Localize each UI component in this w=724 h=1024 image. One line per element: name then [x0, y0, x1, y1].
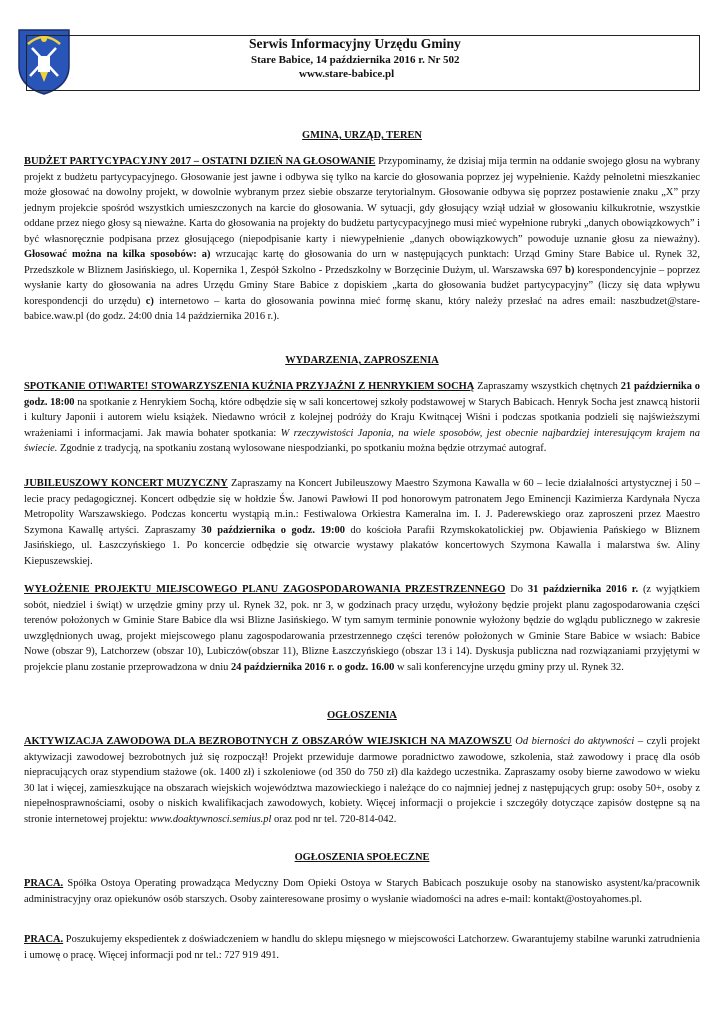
header-website[interactable]: www.stare-babice.pl [299, 68, 395, 80]
header-title: Serwis Informacyjny Urzędu Gminy [249, 36, 461, 51]
paragraph-koncert: JUBILEUSZOWY KONCERT MUZYCZNY Zapraszamy na Koncert Jubileuszowy Maestro Szymona Kawalla w 60 – lecie działalności artystycznej i 50 – lecie pracy pedagogicznej. Koncert odbędzie się w hołdzie Św. Janowi Pawłowi II pod honorowym patronatem Jego Eminencji Kazimierza Kardynała Nycza Metropolity Warszawskiego. Podczas koncertu wystąpią m.in.: Festiwalowa Orkiestra Kameralna im. I. J. Paderewskiego oraz zaproszeni przez Maestro Szymona Kawallę artyści. Zapraszamy 30 października o godz. 19:00 do kościoła Parafii Rzymskokatolickiej pw. Objawienia Pańskiego w Bliznem Jasińskiego, ul. Łaszczyńskiego 1. Po koncercie odbędzie się otwarcie wystawy plakatów koncertowych Szymona Kawalla i malarstwa św. Aliny Kiepuszewskiej. [24, 478, 700, 567]
paragraph-heading: JUBILEUSZOWY KONCERT MUZYCZNY [24, 478, 228, 489]
section-title-wydarzenia: WYDARZENIA, ZAPROSZENIA [285, 355, 439, 366]
paragraph-heading: PRACA. [24, 934, 64, 945]
paragraph-heading: AKTYWIZACJA ZAWODOWA DLA BEZROBOTNYCH Z OBSZARÓW WIEJSKICH NA MAZOWSZU [24, 736, 512, 747]
paragraph-spotkanie: SPOTKANIE OT!WARTE! STOWARZYSZENIA KUŹNIA PRZYJAŹNI Z HENRYKIEM SOCHĄ Zapraszamy wszystkich chętnych 21 października o godz. 18:00 na spotkanie z Henrykiem Sochą, które odbędzie się w sali koncertowej szkoły podstawowej w Starych Babicach. Henryk Socha jest znawcą historii i kultury Japonii i autorem wielu książek. Niedawno wrócił z kolejnej podróży do Kraju Kwitnącej Wiśni i podczas spotkania podzieli się najświeższymi wrażeniami i informacjami. Jak mawia bohater spotkania: W rzeczywistości Japonia, na wiele sposobów, jest obecnie najbardziej interesującym krajem na świecie. Zgodnie z tradycją, na spotkaniu zostaną wylosowane niespodzianki, po spotkaniu można będzie otrzymać autograf. [24, 381, 700, 454]
project-link[interactable]: www.doaktywnosci.semius.pl [150, 813, 272, 825]
paragraph-heading: SPOTKANIE OT!WARTE! STOWARZYSZENIA KUŹNIA PRZYJAŹNI Z HENRYKIEM SOCHĄ [24, 381, 475, 392]
section-title-gmina: GMINA, URZĄD, TEREN [302, 130, 422, 141]
section-title-ogloszenia: OGŁOSZENIA [327, 710, 397, 721]
paragraph-aktywizacja: AKTYWIZACJA ZAWODOWA DLA BEZROBOTNYCH Z OBSZARÓW WIEJSKICH NA MAZOWSZU Od bierności do aktywności – czyli projekt aktywizacji zawodowej bezrobotnych już się rozpoczął! Projekt przewiduje darmowe poradnictwo zawodowe, szkolenia, staż zawodowy i pracę dla osób niepracujących oraz stypendium stażowe (ok. 1400 zł) i szkoleniowe (od 350 do 750 zł) dla każdego uczestnika. Zapraszamy osoby bierne zawodowo w wieku 30 lat i więcej, zamieszkujące na obszarach wiejskich województwa mazowieckiego i należące do co najmniej jednej z następujących grup: osoby 50+, osoby z niepełnosprawnościami, osoby o niskich kwalifikacjach zawodowych, kobiety. Więcej informacji o projekcie i szczegóły dotyczące zapisów dostępne są na stronie internetowej projektu: www.doaktywnosci.semius.pl oraz pod nr tel. 720-814-042. [24, 736, 700, 825]
paragraph-heading: PRACA. [24, 878, 64, 889]
paragraph-budzet: BUDŻET PARTYCYPACYJNY 2017 – OSTATNI DZIEŃ NA GŁOSOWANIE Przypominamy, że dzisiaj mija termin na oddanie swojego głosu na wybrany projekt z budżetu partycypacyjnego. Głosowanie jest jawne i odbywa się tylko na karcie do głosowania poprzez jej wypełnienie. Każdy pełnoletni mieszkaniec może głosować na dowolny projekt, w dowolnie wybranym przez siebie obszarze terytorialnym. Głosowanie odbywa się poprzez postawienie znaku „X” przy jednym projekcie spośród wszystkich umieszczonych na karcie do głosowania. W sytuacji, gdy głosujący wziął udział w głosowaniu kilkukrotnie, wszystkie oddane przez niego głosy są nieważne. Karta do głosowania na projekty do budżetu partycypacyjnego musi mieć wypełnione rubryki „danych obowiązkowych” i być własnoręcznie podpisana przez głosującego (niepodpisanie karty i niewypełnienie „danych obowiązkowych” powoduje uznanie głosu za nieważny). Głosować można na kilka sposobów: a) wrzucając kartę do głosowania do urn w następujących punktach: Urząd Gminy Stare Babice ul. Rynek 32, Przedszkole w Bliznem Jasińskiego, ul. Kopernika 1, Zespół Szkolno - Przedszkolny w Borzęcinie Dużym, ul. Warszawska 697 b) korespondencyjnie – poprzez wysłanie karty do głosowania na adres Urzędu Gminy Stare Babice z dopiskiem „karta do głosowania budżet partycypacyjny” (liczy się data wpływu korespondencji do urzędu) c) internetowo – karta do głosowania powinna mieć formę skanu, który należy przesłać na adres email: naszbudzet@stare-babice.waw.pl (do godz. 24:00 dnia 14 października 2016 r.). [24, 156, 701, 322]
paragraph-praca-2: PRACA. Poszukujemy ekspedientek z doświadczeniem w handlu do sklepu mięsnego w miejscowości Latchorzew. Gwarantujemy stabilne warunki zatrudnienia i umowę o pracę. Więcej informacji pod nr tel.: 727 919 491. [24, 934, 700, 961]
section-title-ogloszenia-spoleczne: OGŁOSZENIA SPOŁECZNE [294, 852, 430, 863]
header-issue: Stare Babice, 14 października 2016 r. Nr 502 [251, 54, 460, 66]
paragraph-heading: WYŁOŻENIE PROJEKTU MIEJSCOWEGO PLANU ZAGOSPODAROWANIA PRZESTRZENNEGO [24, 584, 506, 595]
paragraph-praca-1: PRACA. Spółka Ostoya Operating prowadząca Medyczny Dom Opieki Ostoya w Starych Babicach poszukuje osoby na stanowisko asystent/ka/pracownik administracyjny oraz opiekunów osób starszych. Osoby zainteresowane prosimy o wysłanie wiadomości na adres e-mail: kontakt@ostoyahomes.pl. [24, 878, 700, 905]
paragraph-heading: BUDŻET PARTYCYPACYJNY 2017 – OSTATNI DZIEŃ NA GŁOSOWANIE [24, 156, 376, 167]
paragraph-plan: WYŁOŻENIE PROJEKTU MIEJSCOWEGO PLANU ZAGOSPODAROWANIA PRZESTRZENNEGO Do 31 października 2016 r. (z wyjątkiem sobót, niedziel i świąt) w urzędzie gminy przy ul. Rynek 32, pok. nr 3, w godzinach pracy urzędu, wyłożony będzie projekt planu zagospodarowania części terenów położonych w Gminie Stare Babice dla wsi Blizne Jasińskiego. W tym samym terminie ponownie wyłożony będzie do wglądu publicznego w zakresie uwzględnionych uwag, projekt miejscowego planu zagospodarowania przestrzennego części terenów położonych w Gminie Stare Babice w wsiach: Babice Nowe (obszar 9), Latchorzew (obszar 10), Lubiczów(obszar 11), Blizne Łaszczyńskiego (obszar 13 i 14). Dyskusja publiczna nad rozwiązaniami przyjętymi w projekcie planu zostanie przeprowadzona w dniu 24 października 2016 r. o godz. 16.00 w sali konferencyjne urzędu gminy przy ul. Rynek 32. [24, 584, 700, 673]
